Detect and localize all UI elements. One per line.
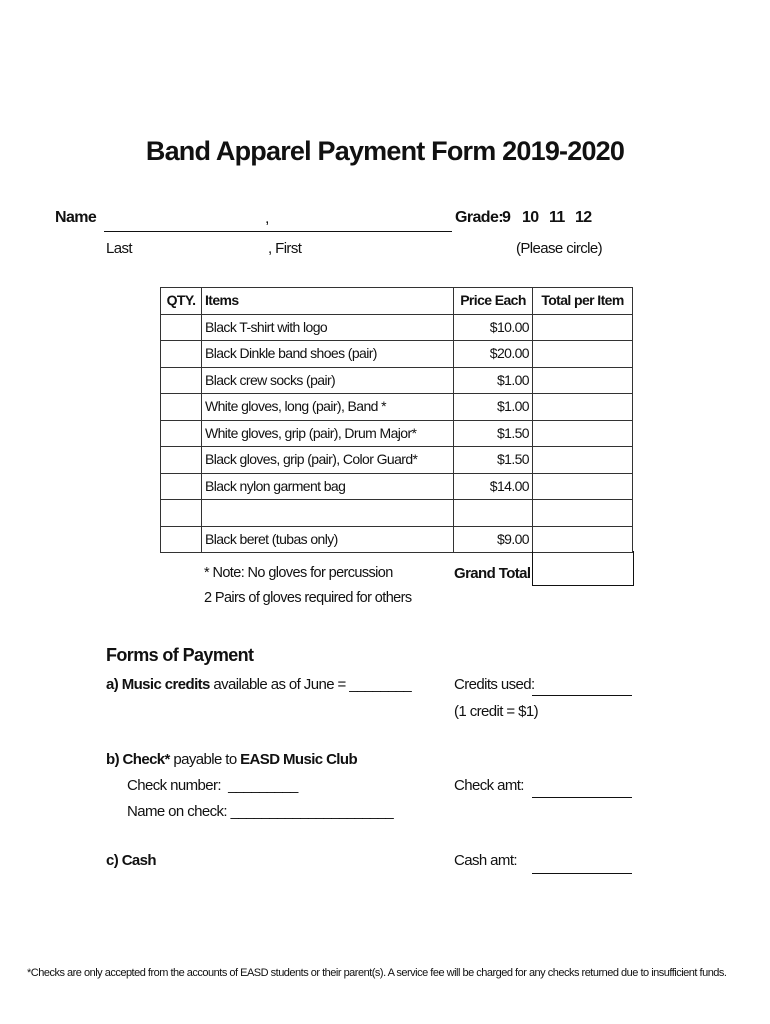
page-title: Band Apparel Payment Form 2019-2020: [145, 136, 625, 166]
table-row: [161, 394, 633, 421]
item-cell: Black T-shirt with logo: [202, 314, 454, 341]
qty-cell[interactable]: [161, 314, 202, 341]
total-cell[interactable]: [533, 447, 633, 474]
table-row: [161, 526, 633, 553]
price-cell: $14.00: [454, 473, 533, 500]
check-number-field[interactable]: _________: [228, 777, 298, 794]
note-line-2: 2 Pairs of gloves required for others: [204, 590, 412, 606]
cash-amt-label: Cash amt:: [454, 852, 517, 869]
check-number-label: Check number:: [127, 777, 221, 794]
apparel-table: [160, 287, 633, 553]
table-row: [161, 367, 633, 394]
note-line-1: * Note: No gloves for percussion: [204, 565, 393, 581]
table-row: [161, 447, 633, 474]
cash-amt-field[interactable]: [532, 873, 632, 874]
grand-total-label: Grand Total: [454, 565, 531, 582]
please-circle-hint: (Please circle): [516, 240, 603, 257]
name-field[interactable]: [104, 231, 452, 232]
qty-cell[interactable]: [161, 447, 202, 474]
name-label: Name: [55, 209, 97, 226]
item-cell: Black beret (tubas only): [202, 526, 454, 553]
name-on-check-field[interactable]: _____________________: [230, 803, 394, 820]
cash-label: c) Cash: [106, 852, 156, 869]
total-cell[interactable]: [533, 367, 633, 394]
item-cell: Black Dinkle band shoes (pair): [202, 341, 454, 368]
music-credits-text: available as of June =: [209, 676, 350, 693]
credits-used-field[interactable]: [532, 695, 632, 696]
price-cell: $1.50: [454, 420, 533, 447]
payment-heading: Forms of Payment: [106, 645, 254, 665]
total-cell[interactable]: [533, 500, 633, 527]
name-on-check-label: Name on check:: [127, 803, 227, 820]
price-header: Price Each: [454, 288, 533, 315]
grand-total-field[interactable]: [532, 551, 634, 586]
item-cell: Black nylon garment bag: [202, 473, 454, 500]
total-cell[interactable]: [533, 473, 633, 500]
qty-cell[interactable]: [161, 367, 202, 394]
credits-used-label: Credits used:: [454, 676, 535, 693]
qty-header: QTY.: [161, 288, 202, 315]
qty-cell[interactable]: [161, 394, 202, 421]
price-cell: $1.50: [454, 447, 533, 474]
price-cell: $20.00: [454, 341, 533, 368]
total-cell[interactable]: [533, 341, 633, 368]
price-cell: $1.00: [454, 367, 533, 394]
music-credits-blank[interactable]: ________: [349, 676, 412, 693]
items-header: Items: [202, 288, 454, 315]
check-amt-field[interactable]: [532, 797, 632, 798]
qty-cell[interactable]: [161, 473, 202, 500]
price-cell: $9.00: [454, 526, 533, 553]
name-comma: ,: [265, 210, 269, 227]
check-payee: EASD Music Club: [240, 751, 358, 768]
grade-label: Grade:: [455, 209, 503, 226]
table-header-row: [161, 288, 633, 315]
qty-cell[interactable]: [161, 526, 202, 553]
price-cell: $10.00: [454, 314, 533, 341]
item-cell: White gloves, long (pair), Band *: [202, 394, 454, 421]
item-cell: White gloves, grip (pair), Drum Major*: [202, 420, 454, 447]
qty-cell[interactable]: [161, 500, 202, 527]
last-name-label: Last: [106, 240, 132, 257]
total-cell[interactable]: [533, 526, 633, 553]
item-cell: Black gloves, grip (pair), Color Guard*: [202, 447, 454, 474]
grade-option-12[interactable]: 12: [575, 209, 592, 226]
table-row: [161, 420, 633, 447]
total-cell[interactable]: [533, 394, 633, 421]
first-name-label: , First: [268, 240, 302, 257]
total-cell[interactable]: [533, 314, 633, 341]
total-header: Total per Item: [533, 288, 633, 315]
qty-cell[interactable]: [161, 420, 202, 447]
item-cell: [202, 500, 454, 527]
name-on-check-line: [127, 803, 393, 820]
table-row: [161, 500, 633, 527]
price-cell: [454, 500, 533, 527]
price-cell: $1.00: [454, 394, 533, 421]
check-number-line: [127, 777, 298, 794]
qty-cell[interactable]: [161, 341, 202, 368]
check-amt-label: Check amt:: [454, 777, 524, 794]
grade-option-10[interactable]: 10: [522, 209, 539, 226]
total-cell[interactable]: [533, 420, 633, 447]
credit-rate-note: (1 credit = $1): [454, 703, 538, 720]
table-row: [161, 473, 633, 500]
music-credits-label: a) Music credits: [106, 676, 210, 693]
check-label: b) Check*: [106, 751, 170, 768]
footnote: *Checks are only accepted from the accounts of EASD students or their parent(s). A service fee will be charged for any checks returned due to insufficient funds.: [27, 967, 727, 979]
music-credits-line: [106, 676, 411, 693]
check-payable-text: payable to: [169, 751, 241, 768]
check-line: [106, 751, 357, 768]
grade-option-9[interactable]: 9: [502, 209, 511, 226]
table-row: [161, 341, 633, 368]
table-row: [161, 314, 633, 341]
item-cell: Black crew socks (pair): [202, 367, 454, 394]
grade-option-11[interactable]: 11: [549, 209, 565, 226]
